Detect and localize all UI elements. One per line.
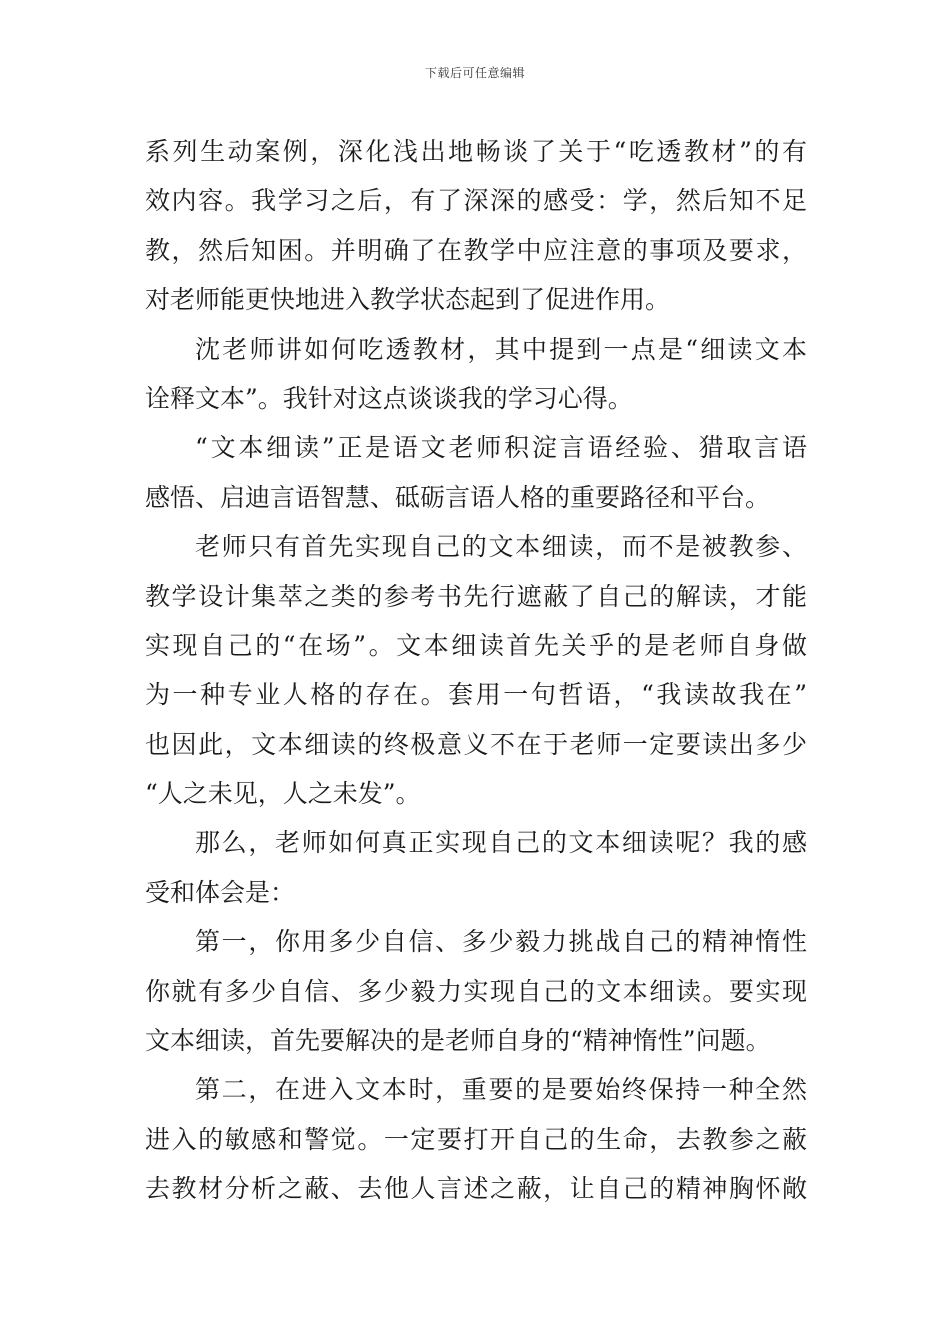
text-line: 老师只有首先实现自己的文本细读，而不是被教参、 [195,532,807,562]
text-line: 感悟、启迪言语智慧、砥砺言语人格的重要路径和平台。 [145,482,771,512]
text-line: 第一，你用多少自信、多少毅力挑战自己的精神惰性 [195,927,807,957]
text-line: 效内容。我学习之后，有了深深的感受：学，然后知不足 [145,186,807,216]
text-line: 教，然后知困。并明确了在教学中应注意的事项及要求， [145,235,807,265]
text-line: 第二，在进入文本时，重要的是要始终保持一种全然 [195,1075,807,1105]
text-line: 去教材分析之蔽、去他人言述之蔽，让自己的精神胸怀敞 [145,1174,807,1204]
text-line: “文本细读”正是语文老师积淀言语经验、猎取言语 [195,433,807,463]
text-line: 教学设计集萃之类的参考书先行遮蔽了自己的解读，才能 [145,581,807,611]
page-header: 下载后可任意编辑 [424,66,525,80]
text-line: “人之未见，人之未发”。 [145,779,421,809]
text-line: 受和体会是： [145,877,296,907]
text-line: 也因此，文本细读的终极意义不在于老师一定要读出多少 [145,729,807,759]
text-line: 那么，老师如何真正实现自己的文本细读呢？我的感 [195,828,807,858]
text-line: 你就有多少自信、多少毅力实现自己的文本细读。要实现 [145,976,807,1006]
text-line: 进入的敏感和警觉。一定要打开自己的生命，去教参之蔽 [145,1124,807,1154]
text-line: 实现自己的“在场”。文本细读首先关乎的是老师自身做 [145,630,807,660]
text-line: 系列生动案例，深化浅出地畅谈了关于“吃透教材”的有 [145,137,807,166]
text-line: 对老师能更快地进入教学状态起到了促进作用。 [145,285,671,315]
text-line: 诠释文本”。我针对这点谈谈我的学习心得。 [145,383,633,413]
text-line: 文本细读，首先要解决的是老师自身的“精神惰性”问题。 [145,1026,771,1056]
document-body [145,127,807,1214]
text-line: 沈老师讲如何吃透教材，其中提到一点是“细读文本 [195,334,807,364]
text-line: 为一种专业人格的存在。套用一句哲语，“我读故我在” [145,680,807,710]
